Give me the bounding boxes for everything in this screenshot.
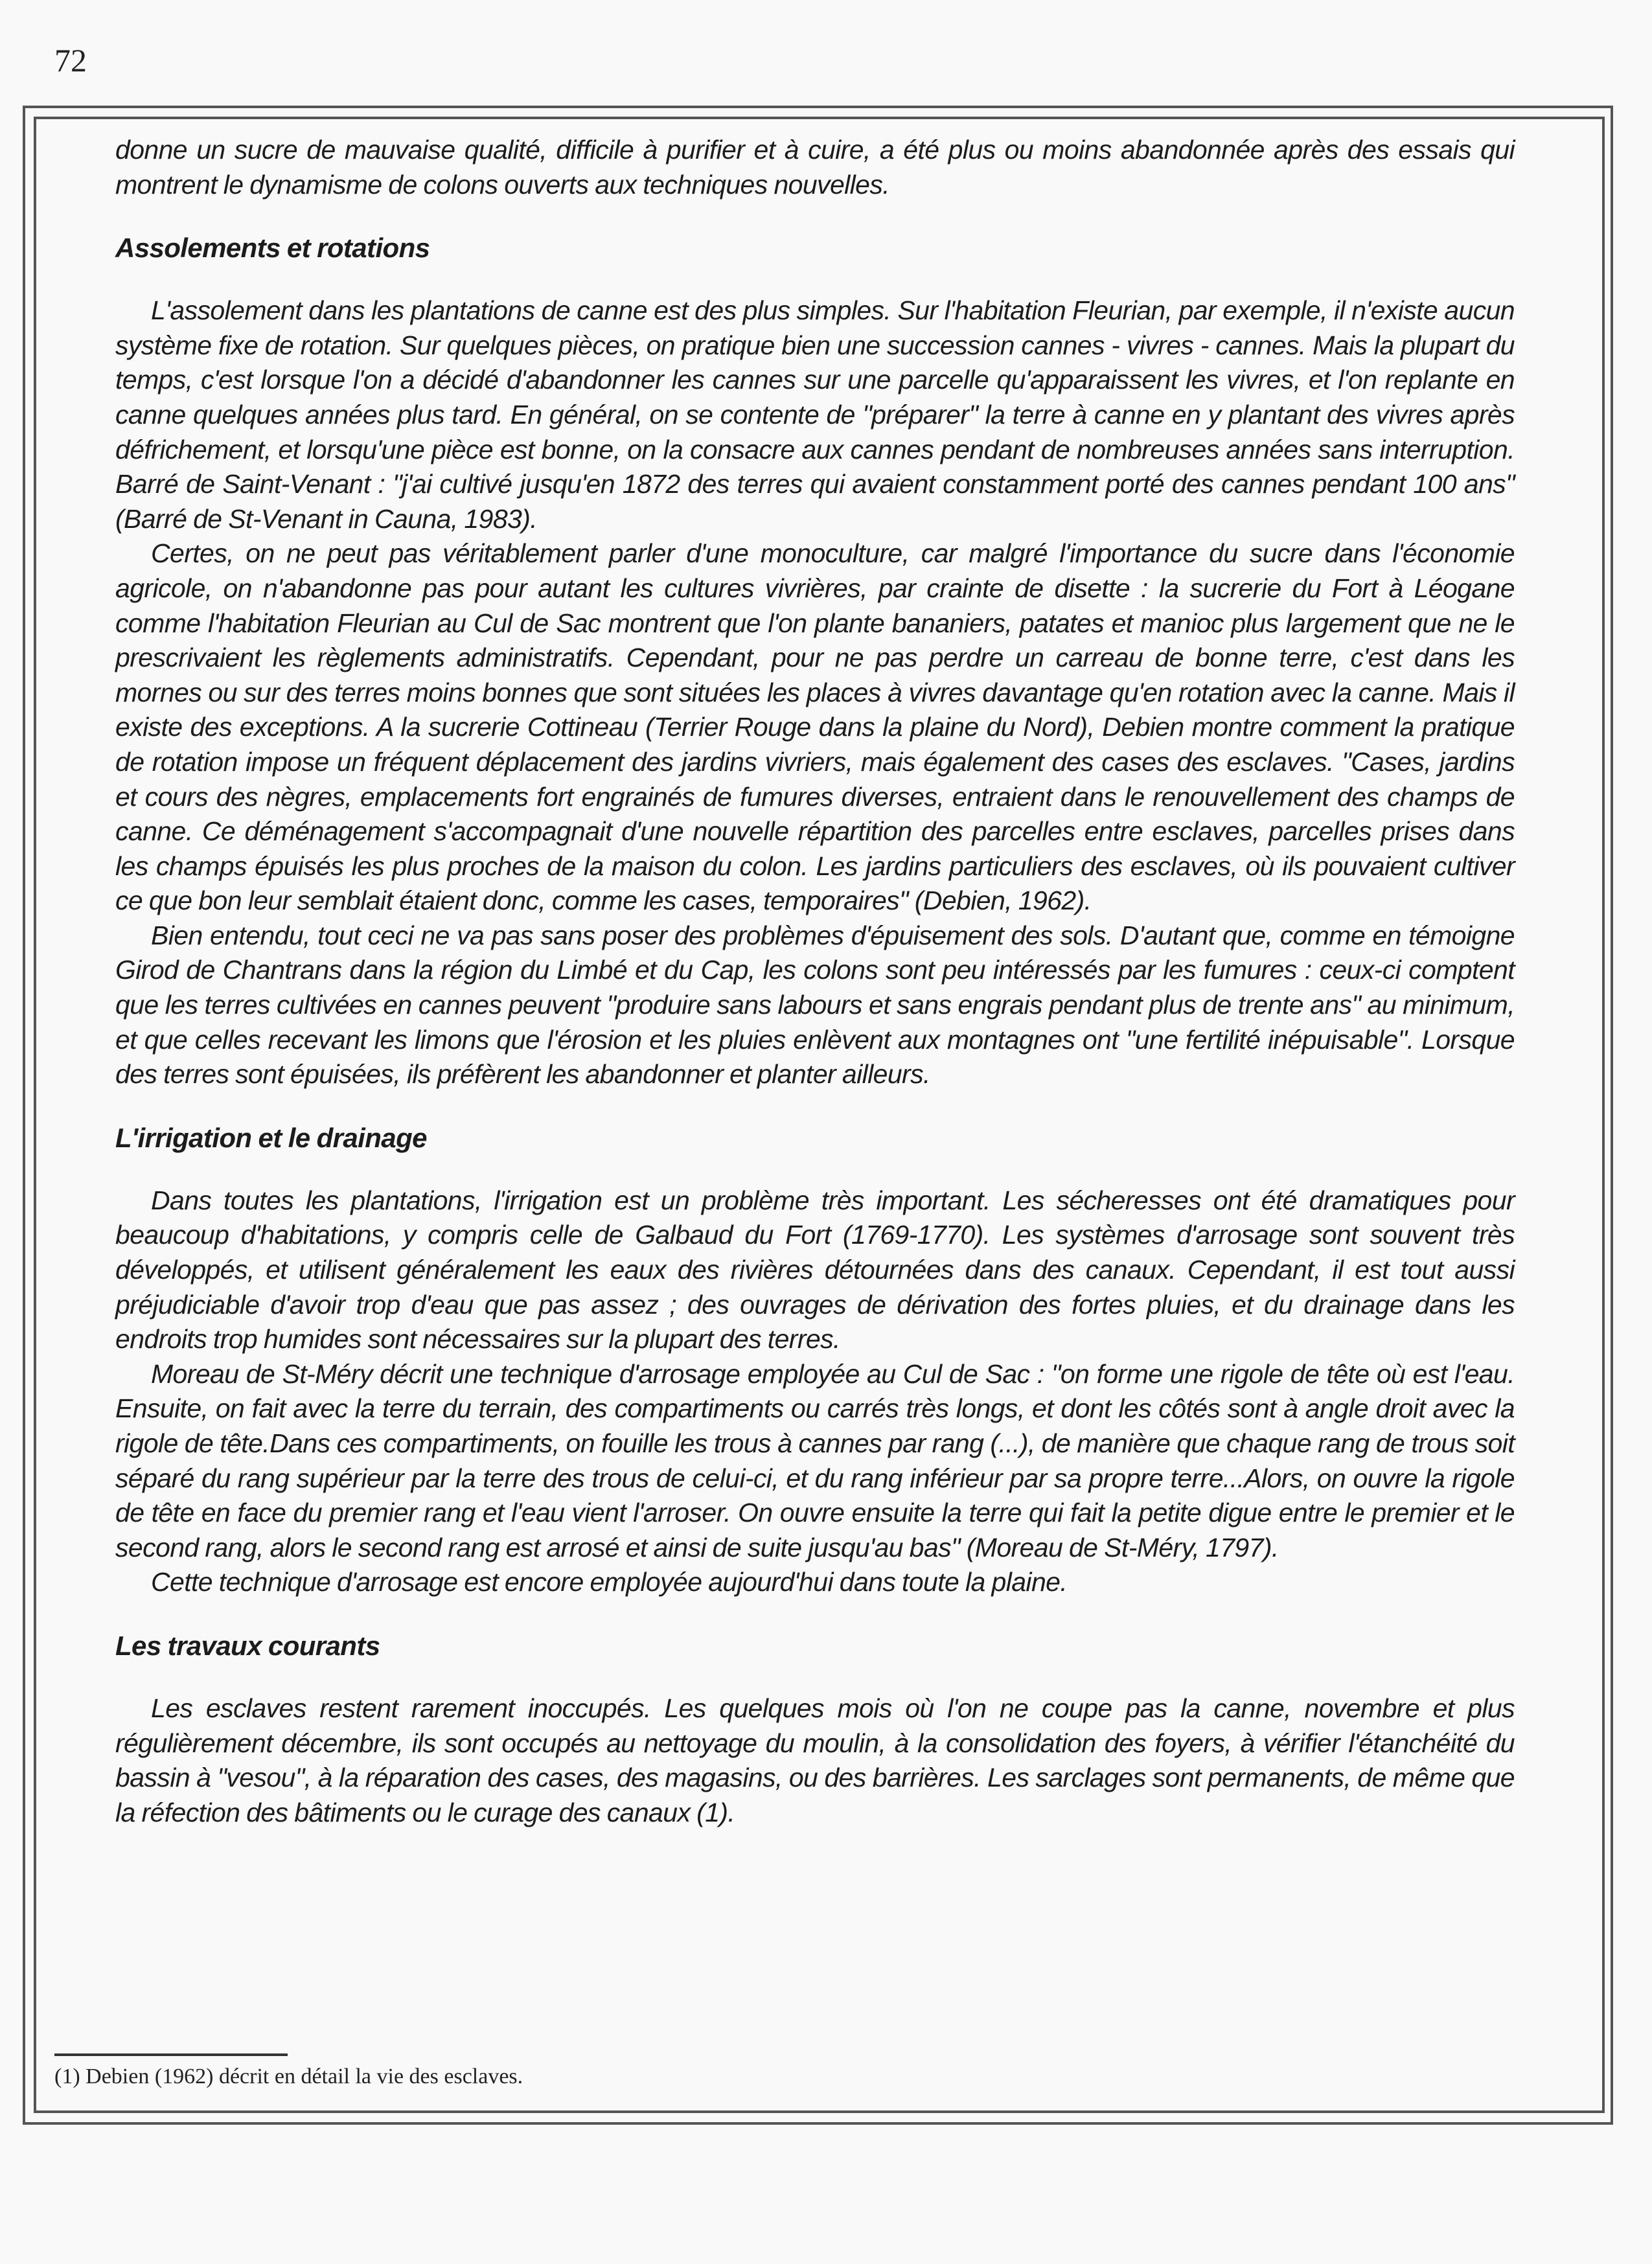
paragraph: Les esclaves restent rarement inoccupés. Les quelques mois où l'on ne coupe pas la canne, novembre et plus régulièrement décembre, ils sont occupés au nettoyage du moulin, à la consolidation des foyers, à vérifier l'étanchéité du bassin à "vesou", à la réparation des cases, des magasins, ou des barrières. Les sarclages sont permanents, de même que la réfection des bâtiments ou le curage des canaux (1). — [115, 1693, 1515, 1827]
section-heading-irrigation: L'irrigation et le drainage — [115, 1122, 427, 1153]
page-number: 72 — [54, 42, 87, 78]
footnote-separator — [54, 2053, 288, 2056]
paragraph: Dans toutes les plantations, l'irrigation est un problème très important. Les sécheresses ont été dramatiques pour beaucoup d'habitations, y compris celle de Galbaud du Fort (1769-1770). Les systèmes d'arrosage sont souvent très développés, et utilisent généralement les eaux des rivières détournées dans des canaux. Cependant, il est tout aussi préjudiciable d'avoir trop d'eau que pas assez ; des ouvrages de dérivation des fortes pluies, et du drainage dans les endroits trop humides sont nécessaires sur la plupart des terres. — [115, 1185, 1515, 1355]
footnote: (1) Debien (1962) décrit en détail la vie des esclaves. — [54, 2064, 523, 2088]
paragraph: Certes, on ne peut pas véritablement parler d'une monoculture, car malgré l'importance du sucre dans l'économie agricole, on n'abandonne pas pour autant les cultures vivrières, par crainte de disette : la sucrerie du Fort à Léogane comme l'habitation Fleurian au Cul de Sac montrent que l'on plante bananiers, patates et manioc plus largement que ne le prescrivaient les règlements administratifs. Cependant, pour ne pas perdre un carreau de bonne terre, c'est dans les mornes ou sur des terres moins bonnes que sont situées les places à vivres davantage qu'en rotation avec la canne. Mais il existe des exceptions. A la sucrerie Cottineau (Terrier Rouge dans la plaine du Nord), Debien montre comment la pratique de rotation impose un fréquent déplacement des jardins vivriers, mais également des cases des esclaves. "Cases, jardins et cours des nègres, emplacements fort engrainés de fumures diverses, entraient dans le renouvellement des champs de canne. Ce déménagement s'accompagnait d'une nouvelle répartition des parcelles entre esclaves, parcelles prises dans les champs épuisés les plus proches de la maison du colon. Les jardins particuliers des esclaves, où ils pouvaient cultiver ce que bon leur semblait étaient donc, comme les cases, temporaires" (Debien, 1962). — [115, 538, 1515, 916]
body-text — [115, 133, 1515, 1830]
section-heading-assolements: Assolements et rotations — [115, 233, 430, 264]
paragraph: Cette technique d'arrosage est encore employée aujourd'hui dans toute la plaine. — [151, 1567, 1068, 1597]
paragraph: L'assolement dans les plantations de canne est des plus simples. Sur l'habitation Fleurian, par exemple, il n'existe aucun système fixe de rotation. Sur quelques pièces, on pratique bien une succession cannes - vivres - cannes. Mais la plupart du temps, c'est lorsque l'on a décidé d'abandonner les cannes sur une parcelle qu'apparaissent les vivres, et l'on replante en canne quelques années plus tard. En général, on se contente de "préparer" la terre à canne en y plantant des vivres après défrichement, et lorsqu'une pièce est bonne, on la consacre aux cannes pendant de nombreuses années sans interruption. Barré de Saint-Venant : "j'ai cultivé jusqu'en 1872 des terres qui avaient constamment porté des cannes pendant 100 ans" (Barré de St-Venant in Cauna, 1983). — [115, 295, 1515, 534]
section-heading-travaux: Les travaux courants — [115, 1630, 380, 1661]
paragraph: Moreau de St-Méry décrit une technique d'arrosage employée au Cul de Sac : "on forme une rigole de tête où est l'eau. Ensuite, on fait avec la terre du terrain, des compartiments ou carrés très longs, et dont les côtés sont à angle droit avec la rigole de tête.Dans ces compartiments, on fouille les trous à cannes par rang (...), de manière que chaque rang de trous soit séparé du rang supérieur par la terre des trous de celui-ci, et du rang inférieur par sa propre terre...Alors, on ouvre la rigole de tête en face du premier rang et l'eau vient l'arroser. On ouvre ensuite la terre qui fait la petite digue entre le premier et le second rang, alors le second rang est arrosé et ainsi de suite jusqu'au bas" (Moreau de St-Méry, 1797). — [115, 1358, 1515, 1562]
intro-paragraph: donne un sucre de mauvaise qualité, difficile à purifier et à cuire, a été plus ou moins abandonnée après des essais qui montrent le dynamisme de colons ouverts aux techniques nouvelles. — [115, 135, 1515, 200]
paragraph: Bien entendu, tout ceci ne va pas sans poser des problèmes d'épuisement des sols. D'autant que, comme en témoigne Girod de Chantrans dans la région du Limbé et du Cap, les colons sont peu intéressés par les fumures : ceux-ci comptent que les terres cultivées en cannes peuvent "produire sans labours et sans engrais pendant plus de trente ans" au minimum, et que celles recevant les limons que l'érosion et les pluies enlèvent aux montagnes ont "une fertilité inépuisable". Lorsque des terres sont épuisées, ils préfèrent les abandonner et planter ailleurs. — [115, 920, 1515, 1090]
